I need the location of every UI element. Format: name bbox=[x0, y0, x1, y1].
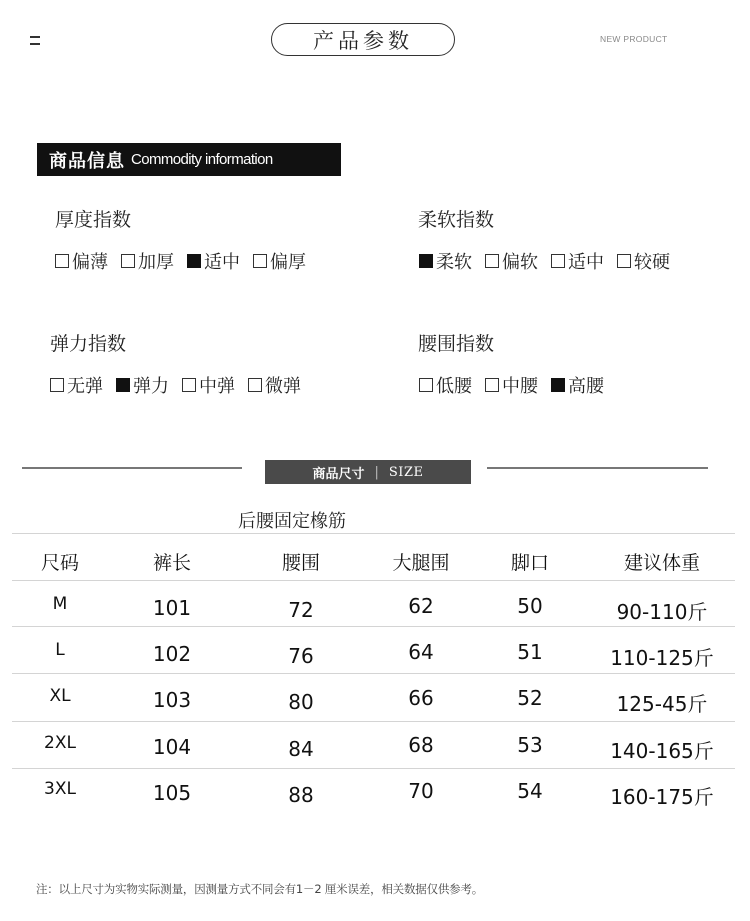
softness-index-title: 柔软指数 bbox=[418, 209, 495, 231]
table-cell: 72 bbox=[288, 598, 314, 622]
size-title-en: SIZE bbox=[388, 464, 424, 480]
table-divider bbox=[12, 533, 735, 534]
table-cell: 53 bbox=[517, 733, 543, 757]
measurement-footnote: 注：以上尺寸为实物实际测量，因测量方式不同会有1－2 厘米误差，相关数据仅供参考。 bbox=[36, 882, 484, 896]
table-cell: 52 bbox=[517, 686, 543, 710]
table-cell: 160-175斤 bbox=[610, 785, 714, 809]
elasticity-option-label: 无弹 bbox=[67, 376, 103, 397]
table-cell: 51 bbox=[517, 640, 543, 664]
waist-option-label: 中腰 bbox=[502, 376, 538, 397]
table-cell: 101 bbox=[152, 596, 192, 620]
table-cell: 62 bbox=[408, 594, 434, 618]
thickness-option-label: 加厚 bbox=[138, 252, 174, 273]
table-cell: 103 bbox=[152, 688, 192, 712]
commodity-title-cn: 商品信息 bbox=[49, 150, 125, 172]
table-cell: 64 bbox=[408, 640, 434, 664]
size-label-cell: 2XL bbox=[44, 733, 76, 753]
softness-option-label: 较硬 bbox=[634, 252, 670, 273]
waist-option-label: 高腰 bbox=[568, 376, 604, 397]
size-label-cell: M bbox=[52, 594, 68, 614]
table-header-cell: 脚口 bbox=[510, 552, 550, 574]
table-cell: 105 bbox=[152, 781, 192, 805]
elasticity-option-label: 微弹 bbox=[265, 376, 301, 397]
table-header-cell: 腰围 bbox=[281, 552, 321, 574]
softness-option-label: 柔软 bbox=[436, 252, 472, 273]
softness-option-label: 偏软 bbox=[502, 252, 538, 273]
table-cell: 66 bbox=[408, 686, 434, 710]
table-cell: 76 bbox=[288, 644, 314, 668]
table-cell: 84 bbox=[288, 737, 314, 761]
waist-index-title: 腰围指数 bbox=[418, 333, 495, 355]
table-cell: 110-125斤 bbox=[610, 646, 714, 670]
table-divider bbox=[12, 626, 735, 627]
table-cell: 70 bbox=[408, 779, 434, 803]
thickness-option-label: 适中 bbox=[204, 252, 240, 273]
table-cell: 102 bbox=[152, 642, 192, 666]
table-header-cell: 裤长 bbox=[152, 552, 192, 574]
size-title-separator: | bbox=[374, 464, 379, 480]
table-divider bbox=[12, 673, 735, 674]
waist-option-label: 低腰 bbox=[436, 376, 472, 397]
table-cell: 50 bbox=[517, 594, 543, 618]
elasticity-index-title: 弹力指数 bbox=[50, 333, 127, 355]
table-divider bbox=[12, 721, 735, 722]
table-cell: 90-110斤 bbox=[616, 600, 708, 624]
table-cell: 140-165斤 bbox=[610, 739, 714, 763]
size-label-cell: XL bbox=[49, 686, 71, 706]
commodity-title-en: Commodity information bbox=[131, 151, 273, 168]
table-cell: 68 bbox=[408, 733, 434, 757]
size-label-cell: 3XL bbox=[44, 779, 76, 799]
softness-option-label: 适中 bbox=[568, 252, 604, 273]
table-cell: 125-45斤 bbox=[616, 692, 708, 716]
table-header-cell: 建议体重 bbox=[623, 552, 701, 574]
waist-elastic-note: 后腰固定橡筋 bbox=[238, 511, 346, 532]
thickness-index-title: 厚度指数 bbox=[55, 209, 132, 231]
table-cell: 104 bbox=[152, 735, 192, 759]
elasticity-option-label: 中弹 bbox=[199, 376, 235, 397]
size-label-cell: L bbox=[55, 640, 65, 660]
thickness-option-label: 偏薄 bbox=[72, 252, 108, 273]
table-divider bbox=[12, 768, 735, 769]
table-header-cell: 大腿围 bbox=[392, 552, 450, 574]
size-title-cn: 商品尺寸 bbox=[312, 466, 365, 482]
table-cell: 80 bbox=[288, 690, 314, 714]
page-title: 产品参数 bbox=[271, 23, 455, 56]
thickness-option-label: 偏厚 bbox=[270, 252, 306, 273]
new-product-label: NEW PRODUCT bbox=[600, 34, 668, 44]
table-cell: 88 bbox=[288, 783, 314, 807]
table-divider bbox=[12, 580, 735, 581]
table-cell: 54 bbox=[517, 779, 543, 803]
table-header-cell: 尺码 bbox=[40, 552, 80, 574]
elasticity-option-label: 弹力 bbox=[133, 376, 169, 397]
